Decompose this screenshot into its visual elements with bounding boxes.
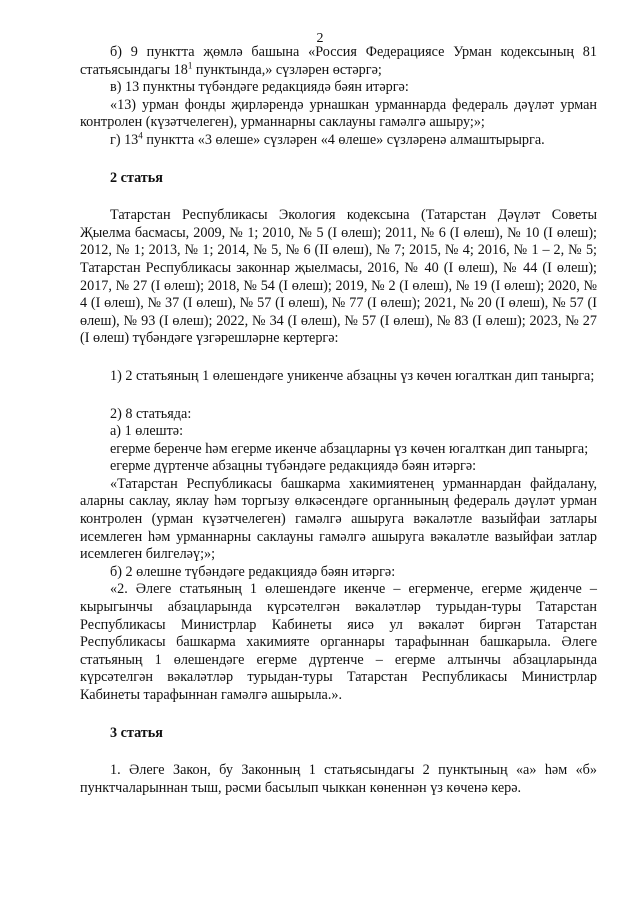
paragraph-amend-24: егерме дүртенче абзацны түбәндәге редакциядә бәян итәргә: xyxy=(110,458,477,475)
page-number: 2 xyxy=(316,31,324,46)
paragraph-sub-a: а) 1 өлештә: xyxy=(110,423,184,440)
paragraph-repeal-21-22: егерме беренче һәм егерме икенче абзацларны үз көчен югалткан дип танырга; xyxy=(110,440,589,457)
paragraph-quote-13: «13) урман фонды җирләрендә урнашкан урманнарда федераль дәүләт урман контролен (күзәтчелеген), урманнарны саклауны гамәлгә ашыру;»; xyxy=(80,96,597,131)
paragraph-item-2: 2) 8 статьяда: xyxy=(110,405,192,422)
paragraph-ecology-code: Татарстан Республикасы Экология кодексына (Татарстан Дәүләт Советы Җыелма басмасы, 2009, № 1; 2010, № 5 (I өлеш); 2011, № 6 (I өлеш), № 10 (I өлеш); 2012, № 1; 2013, № 1; 2014, № 5, № 6 (II өлеш), № 7; 2015, № 4; 2016, № 1 – 2, № 5; Татарстан Республикасы законнар җыелмасы, 2016, № 40 (I өлеш), № 44 (I өлеш); 2017, № 27 (I өлеш); 2018, № 54 (I өлеш); 2019, № 2 (I өлеш), № 19 (I өлеш); 2020, № 4 (I өлеш), № 37 (I өлеш), № 57 (I өлеш), № 77 (I өлеш); 2021, № 20 (I өлеш), № 57 (I өлеш), № 93 (I өлеш); 2022, № 34 (I өлеш), № 57 (I өлеш), № 83 (I өлеш); 2023, № 27 (I өлеш) түбәндәге үзгәрешләрне кертергә: xyxy=(80,207,597,347)
paragraph-amend-b: б) 9 пунктта җөмлә башына «Россия Федерациясе Урман кодексының 81 статьясындагы $18^1$ пунктында,» сүзләрен өстәргә; xyxy=(80,44,597,78)
paragraph-amend-v: в) 13 пунктны түбәндәге редакциядә бәян итәргә: xyxy=(110,79,409,96)
paragraph-amend-g: г) $13^4$ пунктта «3 өлеше» сүзләрен «4 өлеше» сүзләренә алмаштырырга. xyxy=(110,130,545,148)
paragraph-item-1: 1) 2 статьяның 1 өлешендәге уникенче абзацны үз көчен югалткан дип танырга; xyxy=(110,367,595,384)
heading-article-2: 2 статья xyxy=(110,169,163,186)
paragraph-entry-into-force: 1. Әлеге Закон, бу Законның 1 статьясындагы 2 пунктының «а» һәм «б» пунктчаларыннан тыш, рәсми басылып чыккан көненнән үз көченә керә. xyxy=(80,762,597,796)
document-body xyxy=(80,44,597,797)
heading-article-3: 3 статья xyxy=(110,724,163,741)
paragraph-quote-24: «Татарстан Республикасы башкарма хакимиятенең урманнардан файдалану, аларны саклау, яклау һәм торгызу өлкәсендәге органнының федераль дәүләт урман контролен (урман күзәтчелеген) гамәлгә ашыруга вәкаләтле вазыйфаи затлары исемлеген һәм урманнарны саклауны гамәлгә ашыруга вәкаләтле вазыйфаи затлар исемлеген билгеләү;»; xyxy=(80,475,597,563)
superscript: 4 xyxy=(138,130,143,141)
paragraph-sub-b: б) 2 өлешне түбәндәге редакциядә бәян итәргә: xyxy=(110,563,396,580)
paragraph-quote-part-2: «2. Әлеге статьяның 1 өлешендәге икенче – егерменче, егерме җиденче – кырыгынчы абзацларында күрсәтелгән вәкаләтләр турыдан-туры Татарстан Республикасы Министрлар Кабинеты яисә ул вәкаләт биргән Татарстан Республикасы башкарма хакимияте органнары тарафыннан башкарыла. Әлеге статьяның 1 өлешендәге егерме дүртенче – егерме алтынчы абзацларында күрсәтелгән вәкаләтләр турыдан-туры Татарстан Республикасы Министрлар Кабинеты тарафыннан гамәлгә ашырыла.». xyxy=(80,581,597,703)
superscript: 1 xyxy=(187,59,193,70)
